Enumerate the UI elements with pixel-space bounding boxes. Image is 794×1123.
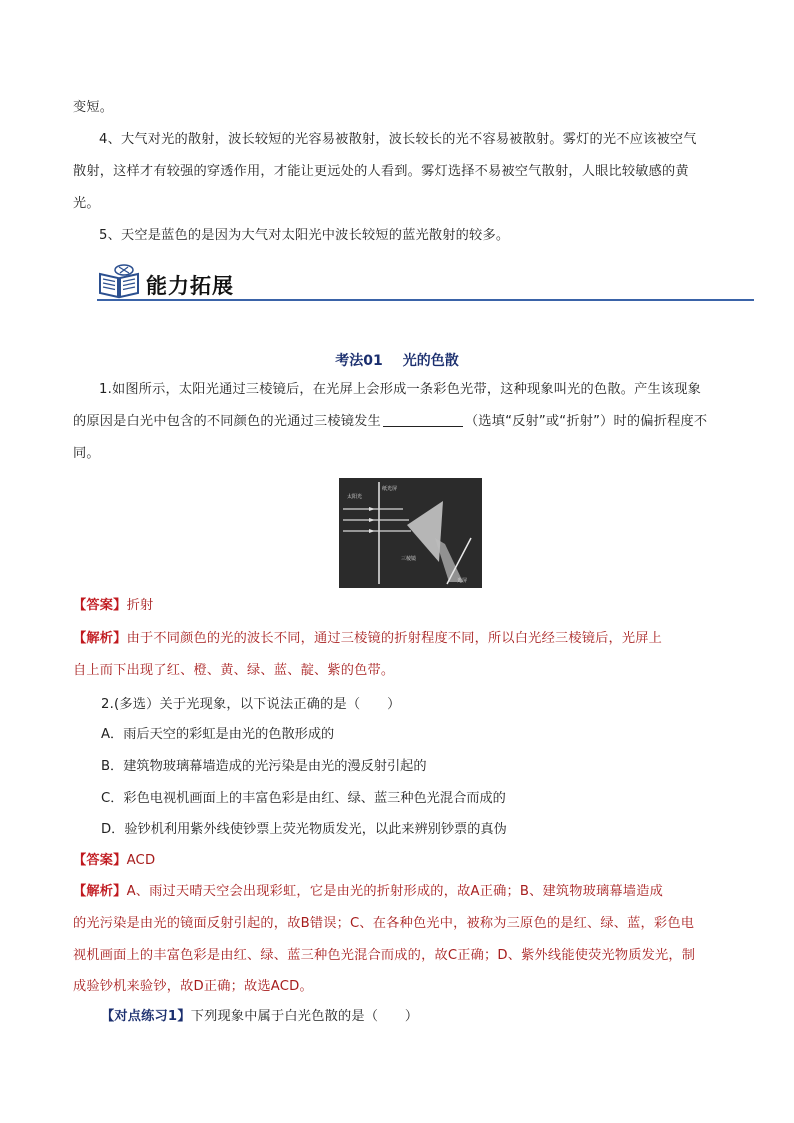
fill-blank: [383, 412, 463, 427]
figure-label-screen2: 光屏: [457, 578, 468, 584]
section-title: [0, 350, 794, 370]
answer-label: 【答案】: [73, 598, 127, 613]
option-b: B．建筑物玻璃幕墙造成的光污染是由光的漫反射引起的: [101, 759, 427, 774]
practice-stem: 下列现象中属于白光色散的是（ ）: [190, 1009, 419, 1024]
answer-text: 折射: [126, 598, 154, 613]
text-segment: （选填“反射”或“折射”）时的偏折程度不: [464, 414, 708, 429]
option-d: D．验钞机利用紫外线使钞票上荧光物质发光，以此来辨别钞票的真伪: [101, 822, 507, 837]
option-a: A．雨后天空的彩虹是由光的色散形成的: [101, 727, 335, 742]
answer-text: ACD: [126, 853, 156, 868]
text-segment: 的原因是白光中包含的不同颜色的光通过三棱镜发生: [73, 414, 381, 429]
text-line: 同。: [73, 446, 100, 461]
figure-label-sun: 太阳光: [347, 494, 363, 500]
section-name: 光的色散: [402, 353, 459, 369]
analysis-line: 成验钞机来验钞，故D正确；故选ACD。: [73, 979, 313, 994]
answer-line: [73, 845, 723, 877]
text-line: 4、大气对光的散射，波长较短的光容易被散射，波长较长的光不容易被散射。雾灯的光不应该被空气: [99, 132, 697, 147]
text-line: 光。: [73, 196, 100, 211]
analysis-line: [73, 623, 723, 655]
question-stem: 2.(多选）关于光现象，以下说法正确的是（ ）: [101, 697, 401, 712]
text-line: 变短。: [73, 100, 114, 115]
prism-figure: [339, 478, 482, 588]
section-header-title: 能力拓展: [146, 274, 234, 298]
practice-line: [101, 1001, 751, 1033]
analysis-line: [73, 876, 723, 908]
text-line: 5、天空是蓝色的是因为大气对太阳光中波长较短的蓝光散射的较多。: [99, 228, 510, 243]
answer-label: 【答案】: [73, 853, 127, 868]
answer-line: [73, 590, 723, 622]
figure-label-screen1: 纸光屏: [382, 486, 398, 492]
analysis-line: 的光污染是由光的镜面反射引起的，故B错误；C、在各种色光中，被称为三原色的是红、绿、蓝，彩色电: [73, 916, 695, 931]
section-label: 考法01: [335, 353, 383, 369]
header-divider: [97, 299, 754, 301]
option-c: C．彩色电视机画面上的丰富色彩是由红、绿、蓝三种色光混合而成的: [101, 791, 506, 806]
analysis-line: 自上而下出现了红、橙、黄、绿、蓝、靛、紫的色带。: [73, 663, 395, 678]
analysis-label: 【解析】: [73, 884, 127, 899]
text-line: 1.如图所示，太阳光通过三棱镜后，在光屏上会形成一条彩色光带，这种现象叫光的色散。产生该现象: [99, 382, 702, 397]
figure-label-prism: 三棱镜: [401, 556, 417, 562]
practice-label: 【对点练习1】: [101, 1009, 191, 1024]
book-icon: [97, 264, 141, 300]
text-line: 散射，这样才有较强的穿透作用，才能让更远处的人看到。雾灯选择不易被空气散射，人眼比较敏感的黄: [73, 164, 689, 179]
analysis-text: 由于不同颜色的光的波长不同，通过三棱镜的折射程度不同，所以白光经三棱镜后，光屏上: [126, 631, 663, 646]
analysis-label: 【解析】: [73, 631, 127, 646]
analysis-text: A、雨过天晴天空会出现彩虹，它是由光的折射形成的，故A正确；B、建筑物玻璃幕墙造成: [126, 884, 663, 899]
text-line: [73, 406, 723, 438]
analysis-line: 视机画面上的丰富色彩是由红、绿、蓝三种色光混合而成的，故C正确；D、紫外线能使荧光物质发光，制: [73, 948, 696, 963]
